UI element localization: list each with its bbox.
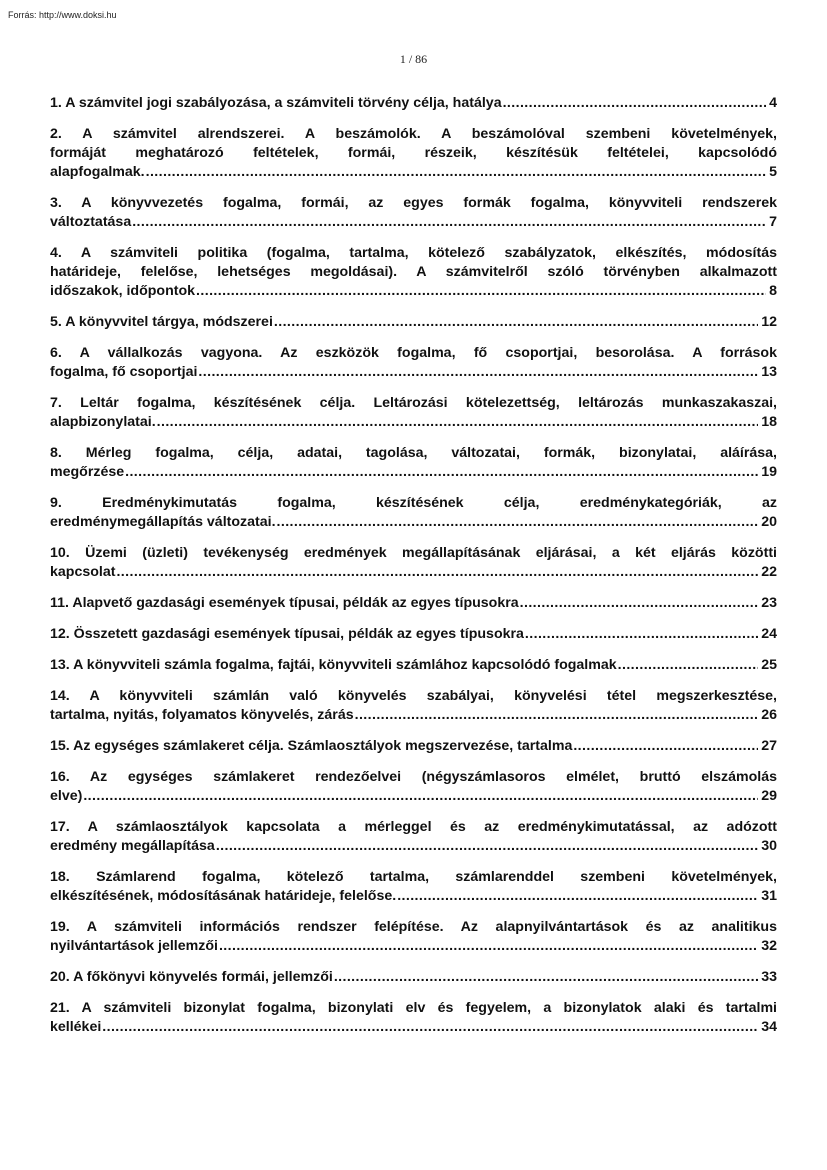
toc-page-number: 25 [761, 657, 777, 673]
toc-entry-text-line: 8. Mérleg fogalma, célja, adatai, tagolása, változatai, formák, bizonylatai, aláírása, [50, 445, 777, 461]
toc-page-number: 12 [761, 314, 777, 330]
toc-entry[interactable] [50, 918, 777, 956]
toc-entry-title: 13. A könyvviteli számla fogalma, fajtái, könyvviteli számlához kapcsolódó fogalmak [50, 657, 617, 673]
toc-entry-title: időszakok, időpontok [50, 283, 196, 299]
toc-entry[interactable] [50, 999, 777, 1037]
toc-page-number: 31 [761, 888, 777, 904]
dot-leader [503, 94, 767, 113]
toc-page-number: 30 [761, 838, 777, 854]
toc-page-number: 19 [761, 464, 777, 480]
toc-entry[interactable] [50, 656, 777, 675]
toc-page-number: 34 [761, 1019, 777, 1035]
toc-entry[interactable] [50, 968, 777, 987]
toc-entry-text-line: 21. A számviteli bizonylat fogalma, bizonylati elv és fegyelem, a bizonylatok alaki és tartalmi [50, 1000, 777, 1016]
toc-page-number: 33 [761, 969, 777, 985]
toc-entry-text-line: 10. Üzemi (üzleti) tevékenység eredmények megállapításának eljárásai, a két eljárás közötti [50, 545, 777, 561]
toc-entry[interactable] [50, 625, 777, 644]
toc-entry[interactable] [50, 818, 777, 856]
toc-page-number: 8 [769, 283, 777, 299]
toc-entry-text-line: 4. A számviteli politika (fogalma, tartalma, kötelező szabályzatok, elkészítés, módosítás [50, 245, 777, 261]
toc-entry-text-line: 17. A számlaosztályok kapcsolata a mérleggel és az eredménykimutatással, az adózott [50, 819, 777, 835]
toc-entry-title: 15. Az egységes számlakeret célja. Számlaosztályok megszervezése, tartalma [50, 738, 573, 754]
toc-entry[interactable] [50, 94, 777, 113]
toc-page-number: 22 [761, 564, 777, 580]
toc-entry-title: fogalma, fő csoportjai [50, 364, 198, 380]
toc-entry[interactable] [50, 313, 777, 332]
dot-leader [125, 463, 758, 482]
dot-leader [525, 625, 758, 644]
toc-page-number: 29 [761, 788, 777, 804]
toc-page-number: 26 [761, 707, 777, 723]
toc-entry[interactable] [50, 125, 777, 182]
toc-entry-title: megőrzése [50, 464, 125, 480]
toc-entry-title: elve) [50, 788, 83, 804]
toc-entry-text-line: 16. Az egységes számlakeret rendezőelvei (négyszámlasoros elmélet, bruttó elszámolás [50, 769, 777, 785]
toc-entry-title: kellékei [50, 1019, 102, 1035]
toc-entry-title: 5. A könyvvitel tárgya, módszerei [50, 314, 273, 330]
toc-entry[interactable] [50, 544, 777, 582]
toc-entry-title: tartalma, nyitás, folyamatos könyvelés, zárás [50, 707, 354, 723]
page-indicator: 1 / 86 [399, 52, 428, 66]
dot-leader [397, 887, 758, 906]
toc-entry-title: 11. Alapvető gazdasági események típusai, példák az egyes típusokra [50, 595, 519, 611]
toc-entry-text-line: 6. A vállalkozás vagyona. Az eszközök fogalma, fő csoportjai, besorolása. A források [50, 345, 777, 361]
toc-entry-text-line: 3. A könyvvezetés fogalma, formái, az egyes formák fogalma, könyvviteli rendszerek [50, 195, 777, 211]
toc-entry-title: 1. A számvitel jogi szabályozása, a számviteli törvény célja, hatálya [50, 95, 502, 111]
toc-entry-text-line: 18. Számlarend fogalma, kötelező tartalma, számlarenddel szembeni követelmények, [50, 869, 777, 885]
toc-page-number: 20 [761, 514, 777, 530]
toc-entry[interactable] [50, 868, 777, 906]
toc-entry[interactable] [50, 494, 777, 532]
toc-page-number: 5 [769, 164, 777, 180]
toc-entry[interactable] [50, 687, 777, 725]
toc-entry-title: kapcsolat [50, 564, 116, 580]
toc-page-number: 7 [769, 214, 777, 230]
toc-entry-title: eredmény megállapítása [50, 838, 215, 854]
dot-leader [573, 737, 758, 756]
toc-entry-text-line: 9. Eredménykimutatás fogalma, készítésének célja, eredménykategóriák, az [50, 495, 777, 511]
toc-entry-title: 12. Összetett gazdasági események típusai, példák az egyes típusokra [50, 626, 524, 642]
dot-leader [277, 513, 759, 532]
toc-page-number: 13 [761, 364, 777, 380]
dot-leader [116, 563, 758, 582]
dot-leader [355, 706, 759, 725]
dot-leader [216, 837, 758, 856]
toc-entry[interactable] [50, 768, 777, 806]
dot-leader [196, 282, 766, 301]
source-url-label: Forrás: http://www.doksi.hu [8, 10, 117, 20]
dot-leader [274, 313, 758, 332]
toc-page-number: 18 [761, 414, 777, 430]
toc-entry[interactable] [50, 594, 777, 613]
toc-entry-title: változtatása [50, 214, 132, 230]
toc-entry[interactable] [50, 394, 777, 432]
toc-page-number: 4 [769, 95, 777, 111]
toc-entry-title: 20. A főkönyvi könyvelés formái, jellemzői [50, 969, 333, 985]
toc-entry-text-line: formáját meghatározó feltételek, formái, részeik, készítésük feltételei, kapcsolódó [50, 145, 777, 161]
dot-leader [198, 363, 758, 382]
toc-page-number: 27 [761, 738, 777, 754]
toc-entry-text-line: 7. Leltár fogalma, készítésének célja. Leltározási kötelezettség, leltározás munkaszakaszai, [50, 395, 777, 411]
dot-leader [219, 937, 758, 956]
dot-leader [83, 787, 758, 806]
dot-leader [146, 163, 766, 182]
toc-entry-text-line: 19. A számviteli információs rendszer felépítése. Az alapnyilvántartások és az analitikus [50, 919, 777, 935]
toc-entry-text-line: 2. A számvitel alrendszerei. A beszámolók. A beszámolóval szembeni követelmények, [50, 126, 777, 142]
toc-page-number: 24 [761, 626, 777, 642]
toc-entry[interactable] [50, 444, 777, 482]
toc-entry-title: alapbizonylatai. [50, 414, 156, 430]
dot-leader [618, 656, 759, 675]
toc-entry[interactable] [50, 194, 777, 232]
dot-leader [102, 1018, 758, 1037]
dot-leader [334, 968, 758, 987]
toc-entry-title: eredménymegállapítás változatai. [50, 514, 276, 530]
toc-entry-title: elkészítésének, módosításának határideje, felelőse. [50, 888, 397, 904]
table-of-contents [50, 94, 777, 1049]
dot-leader [520, 594, 759, 613]
toc-entry[interactable] [50, 737, 777, 756]
toc-entry-title: alapfogalmak. [50, 164, 145, 180]
toc-entry[interactable] [50, 344, 777, 382]
toc-entry-title: nyilvántartások jellemzői [50, 938, 218, 954]
dot-leader [157, 413, 759, 432]
toc-entry[interactable] [50, 244, 777, 301]
toc-page-number: 23 [761, 595, 777, 611]
toc-entry-text-line: határideje, felelőse, lehetséges megoldásai). A számvitelről szóló törvényben alkalmazott [50, 264, 777, 280]
dot-leader [132, 213, 766, 232]
toc-page-number: 32 [761, 938, 777, 954]
toc-entry-text-line: 14. A könyvviteli számlán való könyvelés szabályai, könyvelési tétel megszerkesztése, [50, 688, 777, 704]
